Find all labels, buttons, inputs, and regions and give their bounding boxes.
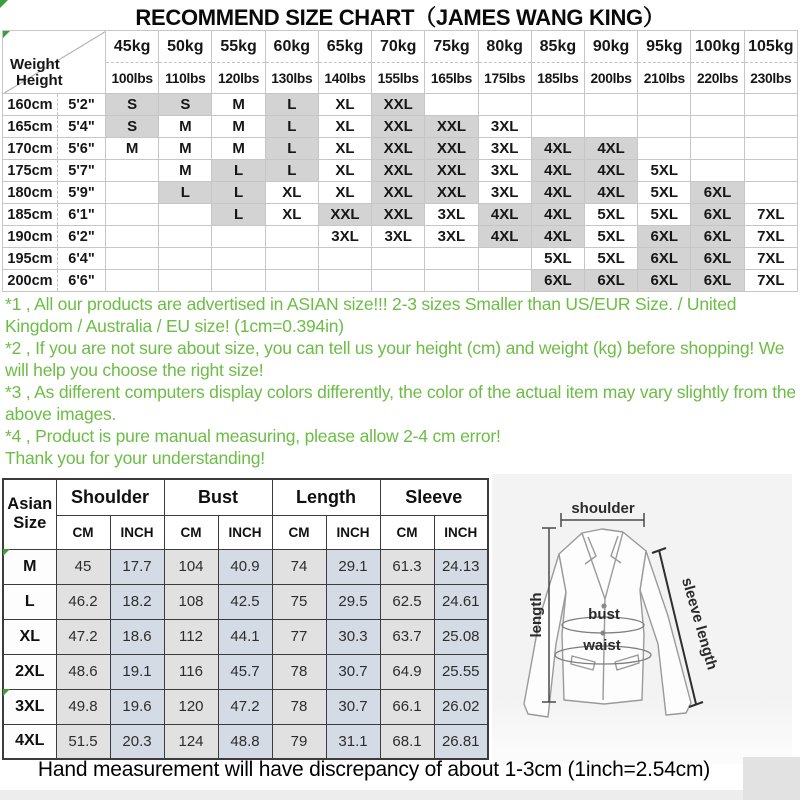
measure-value-cell: 64.9 (380, 654, 434, 689)
height-cm-label: 170cm (3, 138, 58, 160)
measurement-table (2, 478, 489, 760)
size-cell: XL (265, 204, 318, 226)
size-cell-empty (212, 226, 265, 248)
size-cell-empty (531, 116, 584, 138)
measure-value-cell: 120 (164, 689, 218, 724)
measure-value-cell: 112 (164, 619, 218, 654)
measure-value-cell: 124 (164, 724, 218, 759)
measure-value-cell: 45 (56, 549, 110, 584)
measure-row (3, 584, 488, 619)
size-cell: XL (318, 160, 371, 182)
weight-lbs-header: 185lbs (531, 63, 584, 94)
size-cell: 6XL (638, 226, 691, 248)
size-cell: 5XL (638, 160, 691, 182)
size-cell: 4XL (531, 226, 584, 248)
weight-lbs-header: 100lbs (106, 63, 159, 94)
size-cell: L (212, 160, 265, 182)
measure-value-cell: 51.5 (56, 724, 110, 759)
measure-value-cell: 45.7 (218, 654, 272, 689)
size-cell: XXL (372, 94, 425, 116)
size-cell-empty (372, 248, 425, 270)
unit-header: CM (164, 515, 218, 549)
size-cell-empty (106, 270, 159, 292)
size-cell: 4XL (584, 138, 637, 160)
note-line: *1 , All our products are advertised in ASIAN size!!! 2-3 sizes Smaller than US/EUR Size. / United Kingdom / Australia / EU size! (1cm=0.394in) (5, 294, 737, 336)
measure-value-cell: 47.2 (56, 619, 110, 654)
height-cm-label: 175cm (3, 160, 58, 182)
height-label: Height (16, 72, 63, 89)
size-cell-empty (584, 116, 637, 138)
measure-value-cell: 62.5 (380, 584, 434, 619)
bottom-right-block (743, 757, 800, 800)
size-cell: 3XL (478, 182, 531, 204)
measure-value-cell: 26.81 (434, 724, 488, 759)
size-cell-empty (584, 94, 637, 116)
unit-header: INCH (326, 515, 380, 549)
weight-lbs-header: 175lbs (478, 63, 531, 94)
size-cell: M (159, 116, 212, 138)
measure-value-cell: 29.5 (326, 584, 380, 619)
size-recommendation-table (2, 30, 798, 292)
bottom-strip (0, 790, 800, 800)
size-cell: 6XL (531, 270, 584, 292)
height-ft-label: 5'2" (58, 94, 106, 116)
size-cell-empty (106, 160, 159, 182)
unit-header: CM (272, 515, 326, 549)
size-cell: 5XL (584, 204, 637, 226)
size-cell: 5XL (584, 226, 637, 248)
size-cell-empty (744, 94, 797, 116)
size-cell: XL (318, 182, 371, 204)
size-cell: 6XL (691, 182, 744, 204)
weight-kg-header: 65kg (318, 31, 371, 63)
note-line: *2 , If you are not sure about size, you can tell us your height (cm) and weight (kg) before shopping! We will help you choose the right size! (5, 338, 785, 380)
measure-value-cell: 42.5 (218, 584, 272, 619)
weight-lbs-header: 220lbs (691, 63, 744, 94)
height-row (3, 94, 798, 116)
size-cell: 4XL (584, 182, 637, 204)
measure-value-cell: 104 (164, 549, 218, 584)
measure-value-cell: 30.7 (326, 654, 380, 689)
height-cm-label: 180cm (3, 182, 58, 204)
measure-value-cell: 18.2 (110, 584, 164, 619)
size-cell: 3XL (318, 226, 371, 248)
size-cell-empty (744, 138, 797, 160)
measure-value-cell: 75 (272, 584, 326, 619)
measure-value-cell: 79 (272, 724, 326, 759)
height-ft-label: 5'7" (58, 160, 106, 182)
measure-group-header: Shoulder (56, 479, 164, 515)
height-cm-label: 160cm (3, 94, 58, 116)
size-cell: 6XL (691, 270, 744, 292)
measure-value-cell: 30.3 (326, 619, 380, 654)
size-cell-empty (425, 270, 478, 292)
size-cell: 7XL (744, 270, 797, 292)
size-cell: XXL (372, 182, 425, 204)
size-cell: XXL (425, 160, 478, 182)
measure-group-header: Length (272, 479, 380, 515)
size-cell-empty (106, 248, 159, 270)
footer-note: Hand measurement will have discrepancy of about 1-3cm (1inch=2.54cm) (37, 758, 711, 781)
unit-header: INCH (218, 515, 272, 549)
height-ft-label: 6'4" (58, 248, 106, 270)
size-cell: M (212, 94, 265, 116)
height-row (3, 226, 798, 248)
weight-lbs-header: 140lbs (318, 63, 371, 94)
measure-value-cell: 66.1 (380, 689, 434, 724)
size-cell-empty (691, 116, 744, 138)
size-cell-empty (265, 226, 318, 248)
measure-value-cell: 24.13 (434, 549, 488, 584)
size-cell-empty (691, 94, 744, 116)
measure-value-cell: 48.8 (218, 724, 272, 759)
size-cell: XL (318, 94, 371, 116)
measure-value-cell: 47.2 (218, 689, 272, 724)
size-cell: L (265, 160, 318, 182)
measure-value-cell: 17.7 (110, 549, 164, 584)
size-cell: 7XL (744, 248, 797, 270)
shoulder-label: shoulder (571, 500, 635, 517)
note-line: *3 , As different computers display colors differently, the color of the actual item may vary slightly from the above images. (5, 382, 796, 424)
size-cell-empty (372, 270, 425, 292)
measure-row (3, 619, 488, 654)
size-cell-empty (106, 204, 159, 226)
size-cell: 7XL (744, 204, 797, 226)
measure-value-cell: 78 (272, 689, 326, 724)
size-cell: 5XL (531, 248, 584, 270)
sleeve-length-label: sleeve length (678, 575, 721, 672)
size-cell: 4XL (531, 138, 584, 160)
size-cell-empty (478, 270, 531, 292)
measure-value-cell: 48.6 (56, 654, 110, 689)
weight-kg-header: 75kg (425, 31, 478, 63)
measure-value-cell: 61.3 (380, 549, 434, 584)
size-cell: 5XL (584, 248, 637, 270)
size-cell-empty (106, 226, 159, 248)
size-cell-empty (638, 116, 691, 138)
height-ft-label: 6'6" (58, 270, 106, 292)
note-line: *4 , Product is pure manual measuring, please allow 2-4 cm error! (5, 426, 501, 446)
size-cell: L (265, 116, 318, 138)
measure-value-cell: 19.6 (110, 689, 164, 724)
measure-group-header: Sleeve (380, 479, 488, 515)
jacket-diagram-svg (492, 474, 792, 764)
size-cell-empty (691, 160, 744, 182)
measure-row (3, 724, 488, 759)
measure-size-label: 3XL (3, 689, 56, 724)
weight-kg-header: 60kg (265, 31, 318, 63)
weight-kg-header: 50kg (159, 31, 212, 63)
note-line: Thank you for your understanding! (5, 448, 265, 468)
measure-value-cell: 25.08 (434, 619, 488, 654)
height-ft-label: 5'6" (58, 138, 106, 160)
measure-value-cell: 30.7 (326, 689, 380, 724)
height-ft-label: 5'4" (58, 116, 106, 138)
weight-lbs-header: 165lbs (425, 63, 478, 94)
size-cell: 4XL (531, 204, 584, 226)
weight-kg-header: 100kg (691, 31, 744, 63)
size-cell: 3XL (425, 226, 478, 248)
weight-kg-header: 80kg (478, 31, 531, 63)
height-cm-label: 195cm (3, 248, 58, 270)
size-cell: 3XL (425, 204, 478, 226)
height-row (3, 270, 798, 292)
jacket-measurement-diagram (492, 474, 792, 764)
size-cell: 4XL (478, 226, 531, 248)
size-cell: XL (318, 138, 371, 160)
excel-comment-marker (0, 0, 8, 8)
unit-header: CM (56, 515, 110, 549)
size-cell: 6XL (691, 248, 744, 270)
weight-lbs-header: 110lbs (159, 63, 212, 94)
unit-header: CM (380, 515, 434, 549)
measure-value-cell: 49.8 (56, 689, 110, 724)
weight-kg-header: 95kg (638, 31, 691, 63)
measure-group-row (3, 479, 488, 515)
size-cell: 7XL (744, 226, 797, 248)
size-cell: 3XL (478, 160, 531, 182)
size-cell: M (212, 138, 265, 160)
size-cell: XXL (425, 138, 478, 160)
size-cell: XL (265, 182, 318, 204)
measure-row (3, 689, 488, 724)
size-cell-empty (691, 138, 744, 160)
height-ft-label: 5'9" (58, 182, 106, 204)
size-cell: 4XL (531, 182, 584, 204)
asian-size-line: Size (13, 514, 47, 533)
size-cell: L (265, 94, 318, 116)
size-cell: 5XL (638, 204, 691, 226)
height-cm-label: 190cm (3, 226, 58, 248)
measure-value-cell: 40.9 (218, 549, 272, 584)
size-cell: 4XL (584, 160, 637, 182)
height-row (3, 138, 798, 160)
size-cell: M (159, 160, 212, 182)
weight-lbs-row (3, 63, 798, 94)
measure-value-cell: 20.3 (110, 724, 164, 759)
height-cm-label: 165cm (3, 116, 58, 138)
measure-value-cell: 18.6 (110, 619, 164, 654)
measure-row (3, 654, 488, 689)
measure-value-cell: 116 (164, 654, 218, 689)
asian-size-line: Asian (7, 495, 53, 514)
size-cell: XXL (425, 116, 478, 138)
size-cell-empty (159, 248, 212, 270)
size-cell-empty (265, 270, 318, 292)
weight-kg-header: 85kg (531, 31, 584, 63)
weight-kg-header: 90kg (584, 31, 637, 63)
size-cell-empty (159, 204, 212, 226)
size-cell: XXL (372, 138, 425, 160)
bust-label: bust (588, 606, 620, 623)
measure-value-cell: 108 (164, 584, 218, 619)
length-label: length (528, 592, 545, 638)
notes-block (5, 293, 796, 469)
size-cell: 6XL (638, 270, 691, 292)
size-cell: L (212, 182, 265, 204)
weight-lbs-header: 130lbs (265, 63, 318, 94)
excel-comment-marker (3, 31, 10, 38)
measure-value-cell: 74 (272, 549, 326, 584)
weight-lbs-header: 155lbs (372, 63, 425, 94)
size-cell-empty (638, 94, 691, 116)
height-row (3, 160, 798, 182)
size-cell-empty (478, 248, 531, 270)
size-cell: XXL (318, 204, 371, 226)
size-cell: 3XL (372, 226, 425, 248)
size-cell: L (212, 204, 265, 226)
height-row (3, 116, 798, 138)
size-cell: 4XL (531, 160, 584, 182)
size-cell-empty (531, 94, 584, 116)
size-cell-empty (159, 270, 212, 292)
measure-size-label: 4XL (3, 724, 56, 759)
size-cell: S (106, 94, 159, 116)
excel-comment-marker (3, 549, 10, 556)
size-cell: 3XL (478, 116, 531, 138)
size-cell: L (265, 138, 318, 160)
weight-label: Weight (10, 56, 60, 73)
size-cell: 6XL (691, 226, 744, 248)
weight-lbs-header: 200lbs (584, 63, 637, 94)
size-cell: 3XL (478, 138, 531, 160)
measure-row (3, 549, 488, 584)
size-cell-empty (106, 182, 159, 204)
size-cell: L (159, 182, 212, 204)
unit-header: INCH (110, 515, 164, 549)
weight-height-corner (3, 31, 106, 94)
height-ft-label: 6'2" (58, 226, 106, 248)
size-cell: M (106, 138, 159, 160)
measure-value-cell: 19.1 (110, 654, 164, 689)
size-cell-empty (212, 248, 265, 270)
measure-value-cell: 24.61 (434, 584, 488, 619)
measure-value-cell: 29.1 (326, 549, 380, 584)
size-cell-empty (638, 138, 691, 160)
size-cell: 6XL (638, 248, 691, 270)
size-cell: XXL (425, 182, 478, 204)
weight-kg-header: 45kg (106, 31, 159, 63)
weight-kg-row (3, 31, 798, 63)
measure-size-label: L (3, 584, 56, 619)
measure-value-cell: 68.1 (380, 724, 434, 759)
measure-value-cell: 26.02 (434, 689, 488, 724)
asian-size-corner (3, 479, 56, 549)
measure-group-header: Bust (164, 479, 272, 515)
size-cell: S (106, 116, 159, 138)
weight-kg-header: 105kg (744, 31, 797, 63)
measure-value-cell: 25.55 (434, 654, 488, 689)
size-cell: XL (318, 116, 371, 138)
measure-value-cell: 31.1 (326, 724, 380, 759)
weight-lbs-header: 230lbs (744, 63, 797, 94)
size-cell: S (159, 94, 212, 116)
measure-size-label: 2XL (3, 654, 56, 689)
height-row (3, 248, 798, 270)
size-cell: 5XL (638, 182, 691, 204)
size-cell-empty (425, 94, 478, 116)
measure-value-cell: 77 (272, 619, 326, 654)
size-cell-empty (744, 182, 797, 204)
weight-lbs-header: 210lbs (638, 63, 691, 94)
measure-size-label: XL (3, 619, 56, 654)
excel-comment-marker (3, 689, 10, 696)
size-cell: M (212, 116, 265, 138)
size-cell: 6XL (584, 270, 637, 292)
size-cell-empty (744, 160, 797, 182)
size-cell: M (159, 138, 212, 160)
height-row (3, 204, 798, 226)
size-cell-empty (318, 270, 371, 292)
weight-height-labels (3, 57, 105, 93)
size-cell: 4XL (478, 204, 531, 226)
size-cell-empty (744, 116, 797, 138)
height-ft-label: 6'1" (58, 204, 106, 226)
unit-header: INCH (434, 515, 488, 549)
size-cell: XXL (372, 160, 425, 182)
size-cell-empty (265, 248, 318, 270)
size-cell-empty (159, 226, 212, 248)
size-cell: XXL (372, 204, 425, 226)
height-cm-label: 185cm (3, 204, 58, 226)
height-cm-label: 200cm (3, 270, 58, 292)
measure-size-label: M (3, 549, 56, 584)
unit-row (3, 515, 488, 549)
size-cell-empty (478, 94, 531, 116)
weight-kg-header: 70kg (372, 31, 425, 63)
weight-lbs-header: 120lbs (212, 63, 265, 94)
size-cell-empty (425, 248, 478, 270)
measure-value-cell: 63.7 (380, 619, 434, 654)
waist-label: waist (583, 637, 621, 654)
size-cell: XXL (372, 116, 425, 138)
measure-value-cell: 44.1 (218, 619, 272, 654)
size-cell-empty (212, 270, 265, 292)
size-cell-empty (318, 248, 371, 270)
measure-value-cell: 46.2 (56, 584, 110, 619)
page-title: RECOMMEND SIZE CHART（JAMES WANG KING） (135, 5, 665, 30)
height-row (3, 182, 798, 204)
size-cell: 6XL (691, 204, 744, 226)
measure-value-cell: 78 (272, 654, 326, 689)
weight-kg-header: 55kg (212, 31, 265, 63)
